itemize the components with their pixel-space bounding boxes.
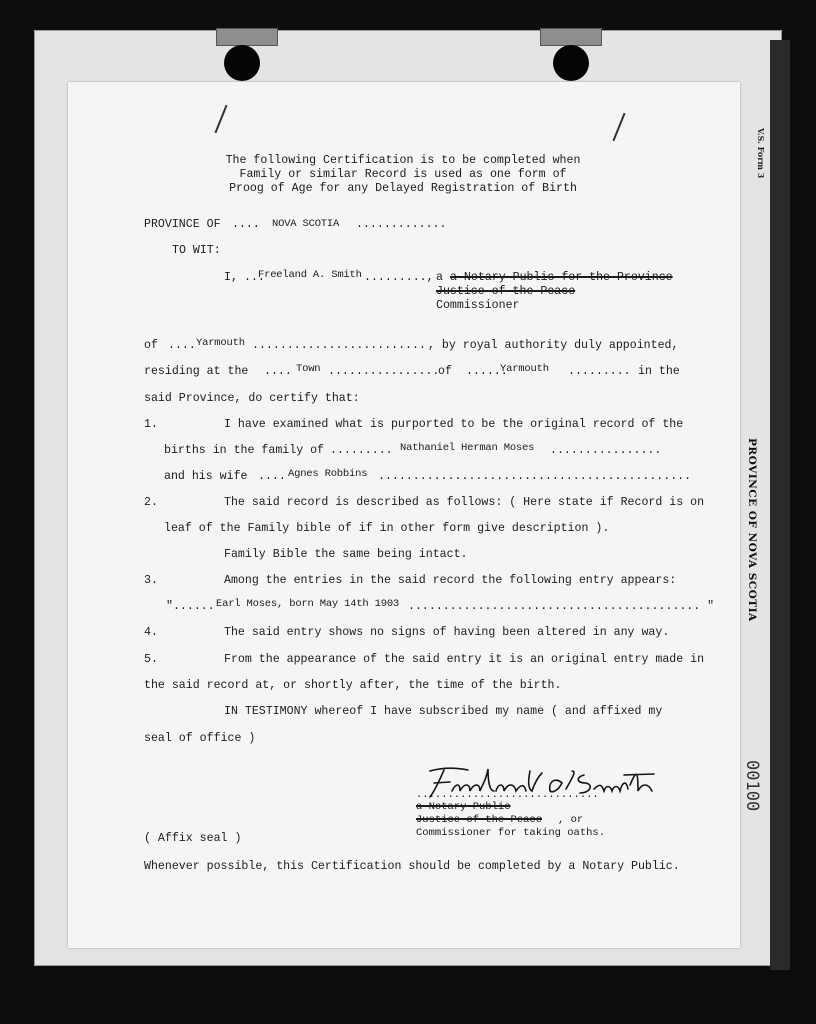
certifier-dots-lead: ... (244, 271, 265, 284)
item-5-line-2: the said record at, or shortly after, the time of the birth. (144, 679, 562, 692)
residing-place: Yarmouth (500, 363, 549, 375)
province-value: NOVA SCOTIA (272, 218, 340, 230)
of-suffix: , by royal authority duly appointed, (428, 339, 679, 352)
punch-hole-left (224, 45, 260, 81)
testimony-line-2: seal of office ) (144, 732, 256, 745)
certifier-title-struck-2: Justice of the Peace (436, 285, 576, 298)
item-5-number: 5. (144, 653, 158, 666)
item-4-line-1: The said entry shows no signs of having been altered in any way. (224, 626, 670, 639)
punch-hole-right (553, 45, 589, 81)
item-3-entry: Earl Moses, born May 14th 1903 (216, 598, 400, 610)
header-line-2: Family or similar Record is used as one form of (239, 168, 567, 181)
certification-sheet (68, 82, 740, 948)
title-a-label: a (436, 271, 443, 284)
footer-note: Whenever possible, this Certification should be completed by a Notary Public. (144, 860, 680, 873)
file-number: 00100 (742, 760, 762, 812)
residing-of-label: of (438, 365, 452, 378)
certifier-dots-trail: ........., (364, 271, 434, 284)
signature-title-struck-2: Justice of the Peace (416, 814, 543, 826)
item-3-entry-open-quote: "...... (166, 600, 215, 613)
item-5-line-1: From the appearance of the said entry it is an original entry made in (224, 653, 705, 666)
item-3-line-1: Among the entries in the said record the following entry appears: (224, 574, 677, 587)
item-1-family-dots-trail: ................ (550, 444, 662, 457)
of-value: Yarmouth (196, 337, 245, 349)
item-3-entry-dots-trail: .......................................... " (408, 600, 715, 613)
item-1-wife-prefix: and his wife (164, 470, 248, 483)
header-line-3: Proog of Age for any Delayed Registration of Birth (229, 182, 577, 195)
item-1-wife-dots-lead: .... (258, 470, 286, 483)
to-wit-label: TO WIT: (172, 244, 221, 257)
item-1-wife-name: Agnes Robbins (288, 468, 368, 480)
affix-seal-note: ( Affix seal ) (144, 832, 242, 845)
binder-clip-right (540, 28, 602, 46)
residing-dots-place-trail: ......... (568, 365, 631, 378)
testimony-line-1: IN TESTIMONY whereof I have subscribed my name ( and affixed my (224, 705, 663, 718)
signature-title-struck-1: a Notary Public (416, 801, 511, 813)
item-2-line-1: The said record is described as follows: ( Here state if Record is on (224, 496, 705, 509)
handwritten-signature (424, 765, 660, 801)
item-1-wife-dots-trail: ............................................. (378, 470, 692, 483)
signature-or-label: , or (558, 814, 584, 826)
item-4-number: 4. (144, 626, 158, 639)
residing-dots-mid: ................ (328, 365, 440, 378)
item-1-family-name: Nathaniel Herman Moses (400, 442, 535, 454)
residing-prefix: residing at the (144, 365, 249, 378)
header-line-1: The following Certification is to be completed when (225, 154, 581, 167)
item-3-number: 3. (144, 574, 158, 587)
certifier-title-struck-1: a Notary Public for the Province (450, 271, 673, 284)
certifier-prefix: I, (224, 271, 238, 284)
of-dots-lead: .... (168, 339, 196, 352)
check-mark-right (612, 113, 625, 142)
residing-dots-lead: .... (264, 365, 292, 378)
certifier-name: Freeland A. Smith (258, 269, 362, 281)
item-1-family-dots-lead: ......... (330, 444, 393, 457)
residing-place-type: Town (296, 363, 321, 375)
item-2-number: 2. (144, 496, 158, 509)
province-label: PROVINCE OF (144, 218, 221, 231)
item-2-line-2: leaf of the Family bible of if in other form give description ). (164, 522, 610, 535)
certify-line: said Province, do certify that: (144, 392, 360, 405)
certifier-title-kept: Commissioner (436, 299, 520, 312)
item-1-number: 1. (144, 418, 158, 431)
binder-clip-left (216, 28, 278, 46)
backing-edge (770, 40, 790, 970)
province-dots-trail: ............. (356, 218, 447, 231)
form-number-label: V.S. Form 3 (756, 128, 766, 179)
residing-dots-place-lead: ...... (466, 365, 508, 378)
item-1-family-prefix: births in the family of (164, 444, 325, 457)
signature-title-kept: Commissioner for taking oaths. (416, 827, 606, 839)
item-1-line-1: I have examined what is purported to be the original record of the (224, 418, 684, 431)
of-prefix: of (144, 339, 158, 352)
check-mark-left (214, 105, 227, 134)
item-2-description: Family Bible the same being intact. (224, 548, 468, 561)
of-dots-trail: ......................... (252, 339, 426, 352)
province-side-label: PROVINCE OF NOVA SCOTIA (746, 438, 758, 622)
signature-dots: ............................. (416, 789, 599, 801)
province-dots-lead: .... (232, 218, 260, 231)
residing-suffix: in the (638, 365, 680, 378)
